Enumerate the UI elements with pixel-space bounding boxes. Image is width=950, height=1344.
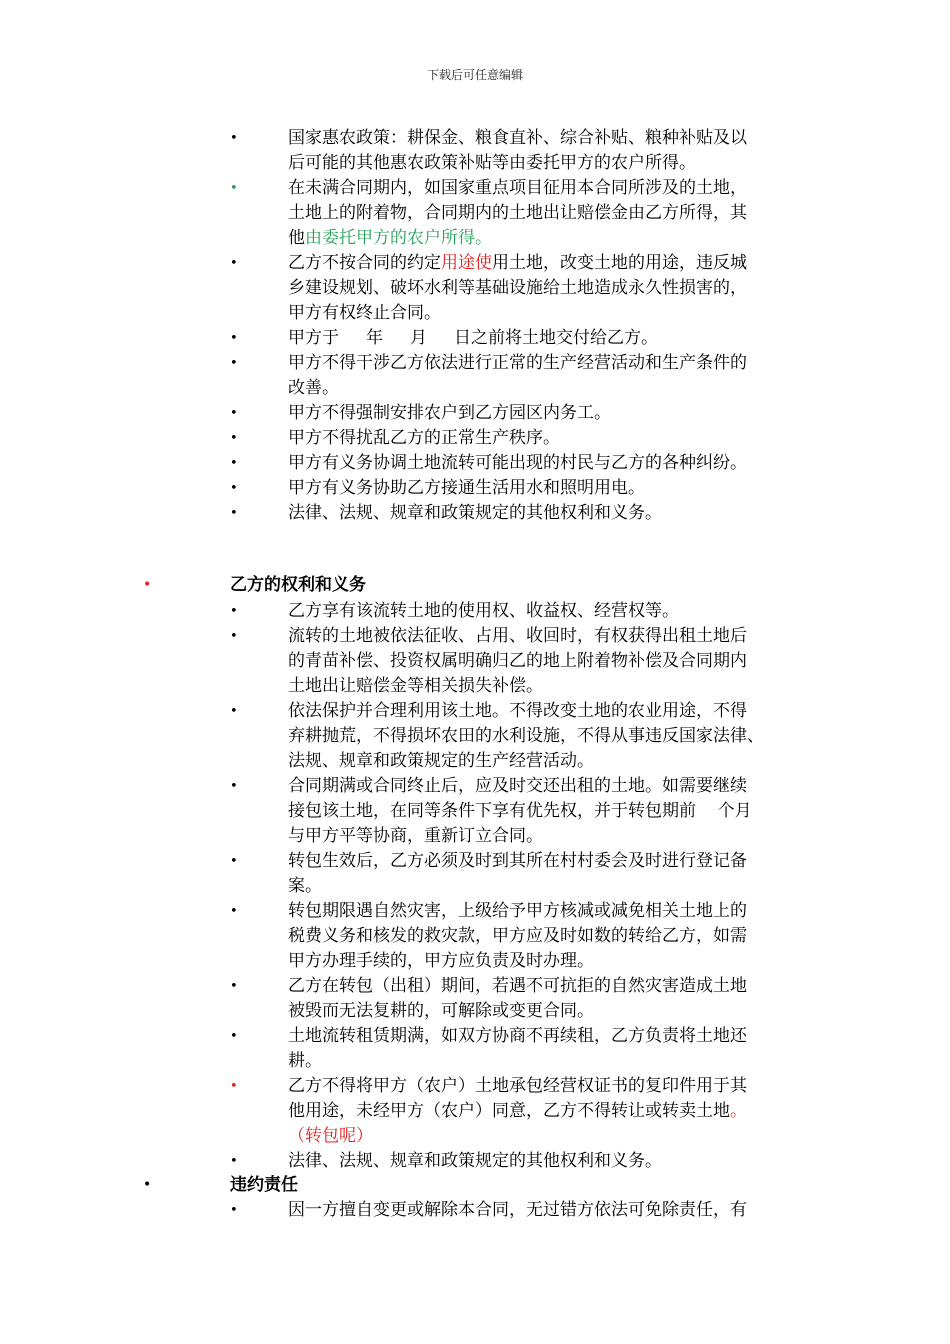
text-run: 在未满合同期内，如国家重点项目征用本合同所涉及的土地， bbox=[288, 178, 747, 198]
text-line bbox=[288, 824, 543, 849]
text-run: 法律、法规、规章和政策规定的其他权利和义务。 bbox=[288, 503, 662, 523]
bullet-icon: • bbox=[230, 431, 238, 446]
text-line bbox=[288, 276, 747, 301]
text-run: 乙方不按合同的约定 bbox=[288, 253, 441, 273]
bullet-icon: • bbox=[230, 604, 238, 619]
text-run: 乙方在转包（出租）期间，若遇不可抗拒的自然灾害造成土地 bbox=[288, 976, 747, 996]
text-run: 被毁而无法复耕的，可解除或变更合同。 bbox=[288, 1001, 594, 1021]
bullet-icon: • bbox=[143, 1177, 152, 1193]
text-run: （转包呢） bbox=[288, 1126, 373, 1146]
text-run: 流转的土地被依法征收、占用、收回时，有权获得出租土地后 bbox=[288, 626, 747, 646]
text-line bbox=[230, 573, 366, 598]
text-line bbox=[288, 899, 747, 924]
text-run: 他用途，未经甲方（农户）同意，乙方不得转让或转卖土地 bbox=[288, 1101, 730, 1121]
text-line bbox=[288, 451, 747, 476]
bullet-icon: • bbox=[230, 506, 238, 521]
text-run: 用途使 bbox=[441, 253, 492, 273]
text-run: 国家惠农政策：耕保金、粮食直补、综合补贴、粮种补贴及以 bbox=[288, 128, 747, 148]
text-line bbox=[288, 301, 441, 326]
text-line bbox=[288, 999, 594, 1024]
text-line bbox=[288, 1198, 747, 1223]
bullet-icon: • bbox=[230, 779, 238, 794]
text-line bbox=[288, 949, 594, 974]
text-run: 用土地，改变土地的用途，违反城 bbox=[492, 253, 747, 273]
text-line bbox=[288, 974, 747, 999]
text-run: 与甲方平等协商，重新订立合同。 bbox=[288, 826, 543, 846]
bullet-icon: • bbox=[230, 904, 238, 919]
text-run: 土地上的附着物，合同期内的土地出让赔偿金由乙方所得，其 bbox=[288, 203, 747, 223]
text-run: 案。 bbox=[288, 876, 322, 896]
text-line bbox=[288, 326, 658, 351]
text-run: 税费义务和核发的救灾款，甲方应及时如数的转给乙方，如需 bbox=[288, 926, 747, 946]
text-run: 接包该土地，在同等条件下享有优先权，并于转包期前 个月 bbox=[288, 801, 752, 821]
text-run: 由委托甲方的农户所得。 bbox=[305, 228, 492, 248]
text-line bbox=[288, 176, 747, 201]
text-line bbox=[288, 251, 747, 276]
text-line bbox=[288, 699, 747, 724]
text-run: 甲方办理手续的，甲方应负责及时办理。 bbox=[288, 951, 594, 971]
bullet-icon: • bbox=[230, 331, 238, 346]
text-run: 。 bbox=[730, 1101, 747, 1121]
text-line bbox=[288, 426, 560, 451]
text-run: 转包期限遇自然灾害，上级给予甲方核减或减免相关土地上的 bbox=[288, 901, 747, 921]
bullet-icon: • bbox=[143, 577, 152, 593]
text-run: 他 bbox=[288, 228, 305, 248]
text-line bbox=[288, 1099, 747, 1124]
text-line bbox=[288, 774, 747, 799]
text-run: 甲方不得强制安排农户到乙方园区内务工。 bbox=[288, 403, 611, 423]
bullet-icon: • bbox=[230, 406, 238, 421]
text-run: 转包生效后，乙方必须及时到其所在村村委会及时进行登记备 bbox=[288, 851, 747, 871]
text-line bbox=[288, 501, 662, 526]
text-line bbox=[288, 376, 339, 401]
text-run: 甲方不得干涉乙方依法进行正常的生产经营活动和生产条件的 bbox=[288, 353, 747, 373]
text-line bbox=[230, 1173, 298, 1198]
text-line bbox=[288, 201, 747, 226]
bullet-icon: • bbox=[230, 854, 238, 869]
text-line bbox=[288, 476, 645, 501]
text-line bbox=[288, 624, 747, 649]
text-run: 依法保护并合理利用该土地。不得改变土地的农业用途，不得 bbox=[288, 701, 747, 721]
text-run: 甲方于 年 月 日之前将土地交付给乙方。 bbox=[288, 328, 659, 348]
bullet-icon: • bbox=[230, 1203, 238, 1218]
text-line bbox=[288, 1049, 322, 1074]
text-run: 违约责任 bbox=[230, 1175, 298, 1195]
text-run: 合同期满或合同终止后，应及时交还出租的土地。如需要继续 bbox=[288, 776, 747, 796]
text-run: 乙方不得将甲方（农户）土地承包经营权证书的复印件用于其 bbox=[288, 1076, 747, 1096]
text-line bbox=[288, 226, 492, 251]
page-header: 下载后可任意编辑 bbox=[426, 68, 523, 82]
text-run: 的青苗补偿、投资权属明确归乙的地上附着物补偿及合同期内 bbox=[288, 651, 747, 671]
text-line bbox=[288, 849, 747, 874]
text-run: 甲方有义务协助乙方接通生活用水和照明用电。 bbox=[288, 478, 645, 498]
text-line bbox=[288, 649, 747, 674]
text-run: 耕。 bbox=[288, 1051, 322, 1071]
bullet-icon: • bbox=[230, 456, 238, 471]
text-run: 甲方有权终止合同。 bbox=[288, 303, 441, 323]
text-line bbox=[288, 1149, 662, 1174]
text-run: 乙方的权利和义务 bbox=[230, 575, 366, 595]
text-line bbox=[288, 126, 747, 151]
bullet-icon: • bbox=[230, 131, 238, 146]
text-line bbox=[288, 874, 322, 899]
text-run: 土地出让赔偿金等相关损失补偿。 bbox=[288, 676, 543, 696]
text-run: 乡建设规划、破坏水利等基础设施给土地造成永久性损害的， bbox=[288, 278, 747, 298]
bullet-icon: • bbox=[230, 1029, 238, 1044]
bullet-icon: • bbox=[230, 181, 238, 196]
text-run: 因一方擅自变更或解除本合同，无过错方依法可免除责任，有 bbox=[288, 1200, 747, 1220]
text-run: 后可能的其他惠农政策补贴等由委托甲方的农户所得。 bbox=[288, 153, 696, 173]
text-run: 法规、规章和政策规定的生产经营活动。 bbox=[288, 751, 594, 771]
text-line bbox=[288, 151, 696, 176]
text-line bbox=[288, 1124, 373, 1149]
text-run: 弃耕抛荒，不得损坏农田的水利设施，不得从事违反国家法律、 bbox=[288, 726, 764, 746]
text-line bbox=[288, 924, 747, 949]
text-line bbox=[288, 1024, 747, 1049]
text-run: 改善。 bbox=[288, 378, 339, 398]
text-run: 土地流转租赁期满，如双方协商不再续租，乙方负责将土地还 bbox=[288, 1026, 747, 1046]
text-line bbox=[288, 351, 747, 376]
bullet-icon: • bbox=[230, 1079, 238, 1094]
bullet-icon: • bbox=[230, 704, 238, 719]
text-run: 乙方享有该流转土地的使用权、收益权、经营权等。 bbox=[288, 601, 679, 621]
text-line bbox=[288, 1074, 747, 1099]
bullet-icon: • bbox=[230, 481, 238, 496]
text-line bbox=[288, 401, 611, 426]
bullet-icon: • bbox=[230, 256, 238, 271]
bullet-icon: • bbox=[230, 1154, 238, 1169]
text-run: 法律、法规、规章和政策规定的其他权利和义务。 bbox=[288, 1151, 662, 1171]
text-run: 甲方有义务协调土地流转可能出现的村民与乙方的各种纠纷。 bbox=[288, 453, 747, 473]
text-line bbox=[288, 724, 764, 749]
bullet-icon: • bbox=[230, 979, 238, 994]
text-line bbox=[288, 599, 679, 624]
text-line bbox=[288, 674, 543, 699]
text-line bbox=[288, 749, 594, 774]
text-run: 甲方不得扰乱乙方的正常生产秩序。 bbox=[288, 428, 560, 448]
bullet-icon: • bbox=[230, 629, 238, 644]
bullet-icon: • bbox=[230, 356, 238, 371]
text-line bbox=[288, 799, 752, 824]
